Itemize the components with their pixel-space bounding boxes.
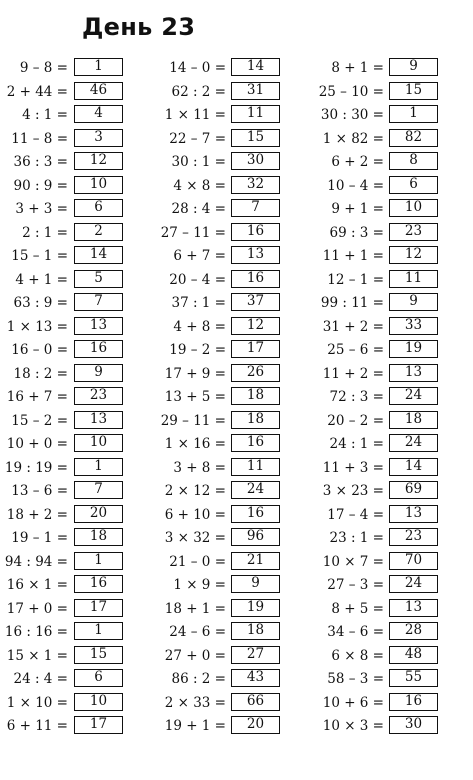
problem-expression: 58 – 3 = [327, 671, 384, 687]
problem-expression: 6 + 2 = [331, 154, 384, 170]
problem-expression: 86 : 2 = [171, 671, 226, 687]
problem-expression: 30 : 1 = [171, 154, 226, 170]
answer-box: 9 [231, 575, 280, 593]
problem-row [0, 574, 442, 598]
answer-box: 82 [389, 129, 438, 147]
problem-expression: 24 : 1 = [329, 436, 384, 452]
answer-box: 20 [231, 716, 280, 734]
answer-box: 16 [74, 575, 123, 593]
answer-box: 31 [231, 82, 280, 100]
problem-expression: 37 : 1 = [171, 295, 226, 311]
problem-expression: 25 – 10 = [318, 83, 384, 100]
answer-box: 6 [74, 199, 123, 217]
answer-box: 24 [389, 387, 438, 405]
answer-box: 3 [74, 129, 123, 147]
problem-row [0, 386, 442, 410]
answer-box: 6 [389, 176, 438, 194]
answer-box: 46 [74, 82, 123, 100]
problem-expression: 1 × 11 = [164, 107, 226, 123]
problem-expression: 1 × 10 = [6, 694, 68, 711]
problem-expression: 15 – 1 = [11, 248, 68, 264]
answer-box: 23 [389, 528, 438, 546]
answer-box: 17 [74, 716, 123, 734]
answer-box: 48 [389, 646, 438, 664]
problem-row [0, 269, 442, 293]
problem-expression: 14 – 0 = [169, 60, 226, 76]
problem-expression: 11 + 3 = [322, 459, 384, 476]
problem-expression: 23 : 1 = [329, 530, 384, 546]
answer-box: 16 [231, 505, 280, 523]
problem-row [0, 104, 442, 128]
answer-box: 19 [389, 340, 438, 358]
problem-expression: 1 × 13 = [6, 318, 68, 335]
answer-box: 18 [389, 411, 438, 429]
problem-expression: 3 × 32 = [164, 530, 226, 546]
answer-box: 12 [389, 246, 438, 264]
answer-box: 10 [389, 199, 438, 217]
problem-expression: 11 – 8 = [11, 130, 68, 147]
answer-box: 20 [74, 505, 123, 523]
problem-expression: 3 × 23 = [322, 483, 384, 499]
problem-expression: 2 + 44 = [6, 83, 68, 100]
problem-expression: 1 × 9 = [173, 577, 226, 593]
answer-box: 30 [389, 716, 438, 734]
problem-expression: 62 : 2 = [171, 83, 226, 100]
answer-box: 43 [231, 669, 280, 687]
problem-expression: 2 : 1 = [22, 224, 68, 241]
answer-box: 16 [389, 693, 438, 711]
answer-box: 15 [231, 129, 280, 147]
answer-box: 1 [74, 622, 123, 640]
problem-expression: 36 : 3 = [13, 154, 68, 170]
answer-box: 70 [389, 552, 438, 570]
answer-box: 7 [74, 481, 123, 499]
problem-expression: 8 + 1 = [331, 60, 384, 76]
answer-box: 17 [74, 599, 123, 617]
answer-box: 13 [389, 505, 438, 523]
answer-box: 16 [231, 434, 280, 452]
problem-row [0, 551, 442, 575]
problem-expression: 16 : 16 = [4, 624, 68, 640]
problem-expression: 21 – 0 = [169, 553, 226, 570]
answer-box: 8 [389, 152, 438, 170]
answer-box: 14 [231, 58, 280, 76]
problem-expression: 6 × 8 = [331, 647, 384, 664]
problem-row [0, 527, 442, 551]
answer-box: 7 [74, 293, 123, 311]
problem-expression: 90 : 9 = [13, 177, 68, 194]
answer-box: 11 [231, 458, 280, 476]
problem-row [0, 339, 442, 363]
problem-row [0, 175, 442, 199]
problem-row [0, 433, 442, 457]
problem-expression: 18 + 1 = [164, 600, 226, 617]
problem-row [0, 480, 442, 504]
answer-box: 9 [389, 58, 438, 76]
problem-row [0, 57, 442, 81]
answer-box: 13 [231, 246, 280, 264]
problem-expression: 69 : 3 = [329, 224, 384, 241]
answer-box: 1 [74, 552, 123, 570]
problem-expression: 3 + 3 = [15, 201, 68, 217]
problem-expression: 16 × 1 = [6, 577, 68, 593]
problem-expression: 34 – 6 = [327, 624, 384, 640]
problem-expression: 10 – 4 = [327, 177, 384, 194]
answer-box: 11 [231, 105, 280, 123]
problem-expression: 22 – 7 = [169, 130, 226, 147]
problem-row [0, 598, 442, 622]
problem-expression: 9 – 8 = [19, 60, 68, 76]
problem-expression: 1 × 82 = [322, 130, 384, 147]
problem-expression: 10 × 7 = [322, 553, 384, 570]
problem-expression: 6 + 7 = [173, 248, 226, 264]
answer-box: 24 [389, 575, 438, 593]
answer-box: 28 [389, 622, 438, 640]
problem-row [0, 692, 442, 716]
answer-box: 24 [389, 434, 438, 452]
answer-box: 11 [389, 270, 438, 288]
problem-expression: 4 + 1 = [15, 271, 68, 288]
problem-expression: 16 – 0 = [11, 342, 68, 358]
answer-box: 66 [231, 693, 280, 711]
answer-box: 9 [389, 293, 438, 311]
problem-expression: 4 + 8 = [173, 318, 226, 335]
problem-row [0, 128, 442, 152]
answer-box: 37 [231, 293, 280, 311]
answer-box: 27 [231, 646, 280, 664]
answer-box: 12 [231, 317, 280, 335]
answer-box: 1 [74, 458, 123, 476]
answer-box: 10 [74, 693, 123, 711]
problem-expression: 29 – 11 = [160, 412, 226, 429]
problem-expression: 11 + 1 = [322, 248, 384, 264]
problem-row [0, 645, 442, 669]
problem-expression: 17 + 9 = [164, 365, 226, 382]
answer-box: 18 [231, 387, 280, 405]
problem-row [0, 245, 442, 269]
problem-expression: 99 : 11 = [320, 295, 384, 311]
answer-box: 2 [74, 223, 123, 241]
answer-box: 10 [74, 434, 123, 452]
problem-expression: 27 – 11 = [160, 224, 226, 241]
answer-box: 19 [231, 599, 280, 617]
answer-box: 23 [74, 387, 123, 405]
answer-box: 18 [74, 528, 123, 546]
answer-box: 13 [74, 317, 123, 335]
problem-expression: 20 – 4 = [169, 271, 226, 288]
answer-box: 10 [74, 176, 123, 194]
problem-expression: 2 × 33 = [164, 694, 226, 711]
problem-expression: 94 : 94 = [4, 553, 68, 570]
answer-box: 14 [74, 246, 123, 264]
problem-row [0, 410, 442, 434]
answer-box: 6 [74, 669, 123, 687]
problem-expression: 31 + 2 = [322, 318, 384, 335]
answer-box: 30 [231, 152, 280, 170]
answer-box: 23 [389, 223, 438, 241]
problem-row [0, 292, 442, 316]
problem-expression: 10 × 3 = [322, 718, 384, 734]
problem-row [0, 316, 442, 340]
problem-expression: 12 – 1 = [327, 271, 384, 288]
answer-box: 69 [389, 481, 438, 499]
answer-box: 9 [74, 364, 123, 382]
problem-expression: 13 + 5 = [164, 389, 226, 405]
problem-expression: 6 + 11 = [6, 718, 68, 734]
answer-box: 96 [231, 528, 280, 546]
problem-expression: 28 : 4 = [171, 201, 226, 217]
problem-expression: 15 × 1 = [6, 647, 68, 664]
problem-expression: 13 – 6 = [11, 483, 68, 499]
problem-row [0, 504, 442, 528]
answer-box: 7 [231, 199, 280, 217]
answer-box: 16 [231, 223, 280, 241]
answer-box: 17 [231, 340, 280, 358]
answer-box: 26 [231, 364, 280, 382]
problem-expression: 9 + 1 = [331, 201, 384, 217]
problem-expression: 6 + 10 = [164, 506, 226, 523]
problem-expression: 27 + 0 = [164, 647, 226, 664]
answer-box: 13 [389, 364, 438, 382]
answer-box: 16 [74, 340, 123, 358]
answer-box: 33 [389, 317, 438, 335]
problem-expression: 8 + 5 = [331, 600, 384, 617]
problem-expression: 19 : 19 = [4, 459, 68, 476]
answer-box: 16 [231, 270, 280, 288]
problem-expression: 24 – 6 = [169, 624, 226, 640]
answer-box: 5 [74, 270, 123, 288]
answer-box: 55 [389, 669, 438, 687]
problem-expression: 16 + 7 = [6, 389, 68, 405]
problem-expression: 72 : 3 = [329, 389, 384, 405]
problem-row [0, 715, 442, 739]
answer-box: 13 [74, 411, 123, 429]
problem-expression: 17 + 0 = [6, 600, 68, 617]
problem-expression: 63 : 9 = [13, 295, 68, 311]
problem-row [0, 668, 442, 692]
problem-expression: 4 × 8 = [173, 177, 226, 194]
problem-expression: 11 + 2 = [322, 365, 384, 382]
problem-expression: 4 : 1 = [22, 107, 68, 123]
problem-expression: 10 + 6 = [322, 694, 384, 711]
answer-box: 21 [231, 552, 280, 570]
problem-expression: 1 × 16 = [164, 436, 226, 452]
problem-row [0, 151, 442, 175]
problem-expression: 27 – 3 = [327, 577, 384, 593]
problem-row [0, 457, 442, 481]
problem-expression: 3 + 8 = [173, 459, 226, 476]
problem-row [0, 198, 442, 222]
problem-row [0, 222, 442, 246]
answer-box: 32 [231, 176, 280, 194]
answer-box: 15 [389, 82, 438, 100]
answer-box: 1 [74, 58, 123, 76]
column-right [0, 57, 442, 739]
problem-row [0, 363, 442, 387]
problem-expression: 20 – 2 = [327, 412, 384, 429]
problem-expression: 30 : 30 = [320, 107, 384, 123]
answer-box: 1 [389, 105, 438, 123]
answer-box: 12 [74, 152, 123, 170]
answer-box: 4 [74, 105, 123, 123]
problem-expression: 10 + 0 = [6, 436, 68, 452]
page-title: День 23 [82, 13, 196, 41]
problem-expression: 18 : 2 = [13, 365, 68, 382]
problem-expression: 24 : 4 = [13, 671, 68, 687]
answer-box: 14 [389, 458, 438, 476]
problem-expression: 19 – 1 = [11, 530, 68, 546]
problem-expression: 2 × 12 = [164, 483, 226, 499]
answer-box: 15 [74, 646, 123, 664]
answer-box: 13 [389, 599, 438, 617]
answer-box: 18 [231, 411, 280, 429]
problem-expression: 18 + 2 = [6, 506, 68, 523]
answer-box: 24 [231, 481, 280, 499]
answer-box: 18 [231, 622, 280, 640]
problem-expression: 19 + 1 = [164, 718, 226, 734]
problem-expression: 17 – 4 = [327, 506, 384, 523]
problem-expression: 15 – 2 = [11, 412, 68, 429]
problem-expression: 19 – 2 = [169, 342, 226, 358]
problem-row [0, 81, 442, 105]
problem-row [0, 621, 442, 645]
problem-expression: 25 – 6 = [327, 342, 384, 358]
